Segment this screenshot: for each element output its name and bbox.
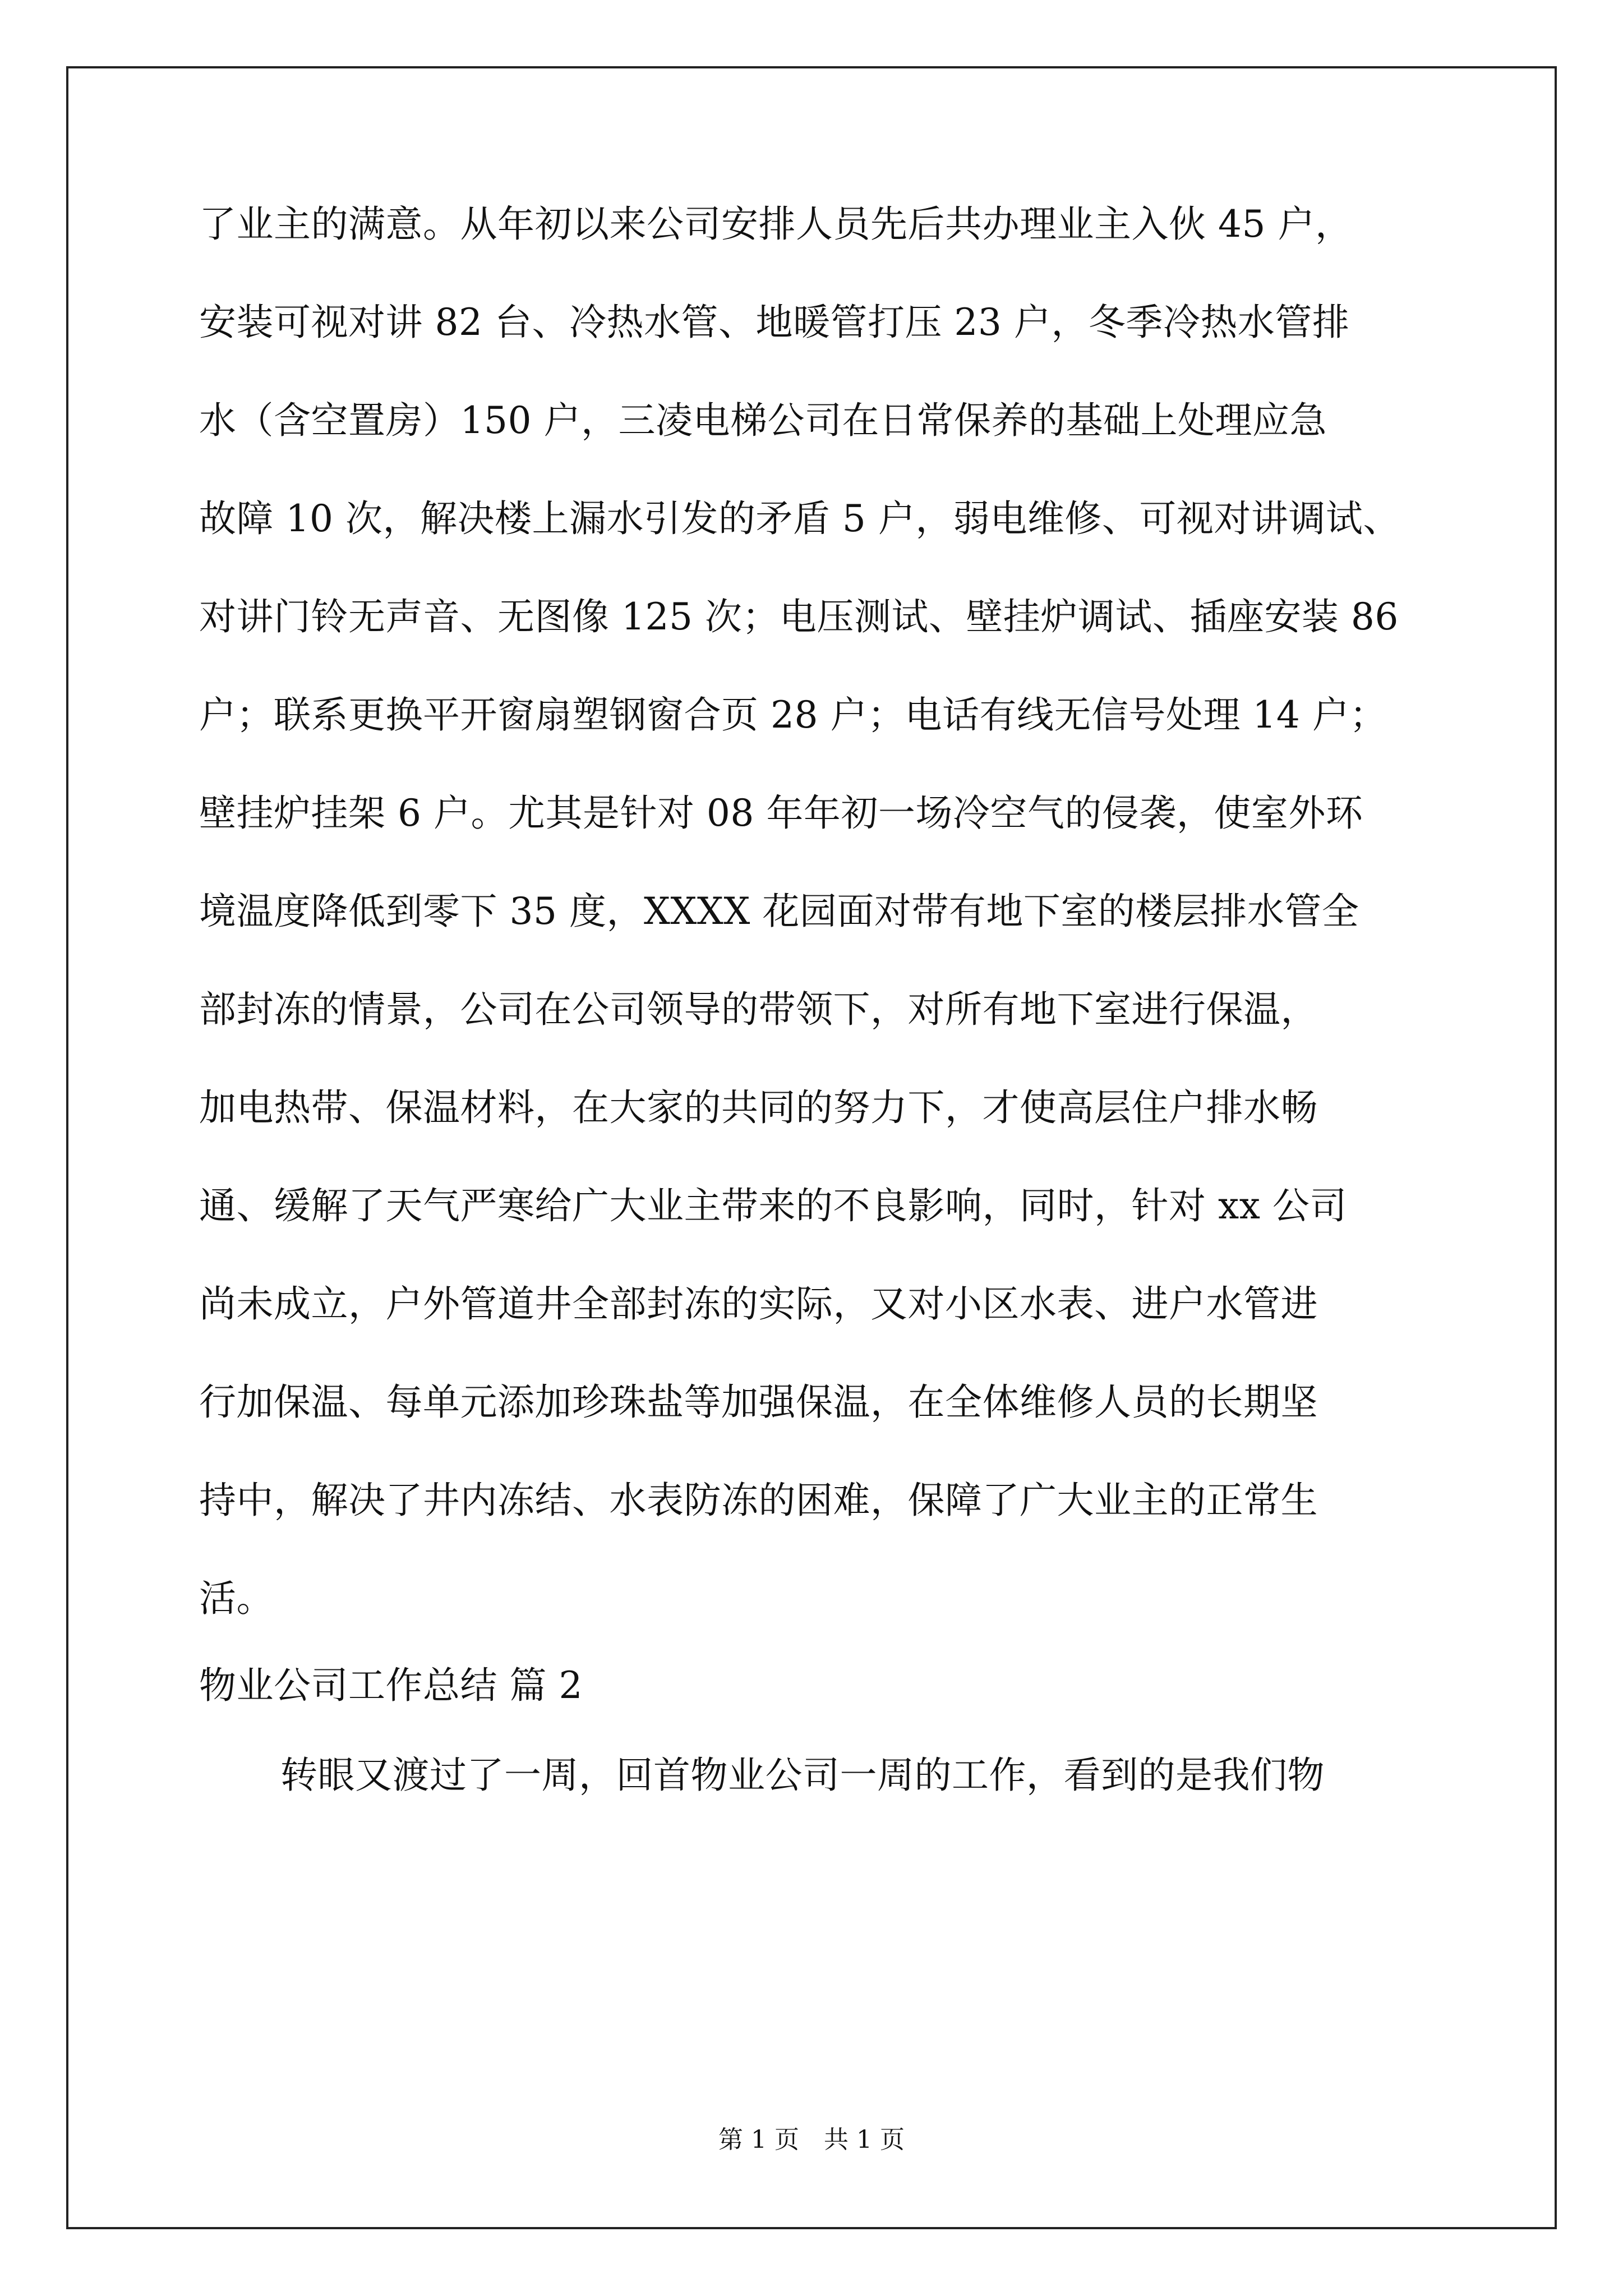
body-line-3: 水（含空置房）150 户，三凌电梯公司在日常保养的基础上处理应急 bbox=[199, 399, 1327, 442]
body-line-9: 部封冻的情景，公司在公司领导的带领下，对所有地下室进行保温， bbox=[199, 988, 1318, 1031]
body-line-5: 对讲门铃无声音、无图像 125 次；电压测试、壁挂炉调试、插座安装 86 bbox=[199, 595, 1399, 638]
body-line-4: 故障 10 次，解决楼上漏水引发的矛盾 5 户，弱电维修、可视对讲调试、 bbox=[199, 497, 1400, 540]
paragraph-2-first-line: 转眼又渡过了一周，回首物业公司一周的工作，看到的是我们物 bbox=[280, 1754, 1325, 1797]
body-line-6: 户；联系更换平开窗扇塑钢窗合页 28 户；电话有线无信号处理 14 户； bbox=[199, 693, 1387, 737]
body-line-14: 持中，解决了井内冻结、水表防冻的困难，保障了广大业主的正常生 bbox=[199, 1479, 1318, 1522]
body-line-12: 尚未成立，户外管道井全部封冻的实际，又对小区水表、进户水管进 bbox=[199, 1282, 1318, 1326]
body-line-13: 行加保温、每单元添加珍珠盐等加强保温，在全体维修人员的长期坚 bbox=[199, 1381, 1318, 1424]
body-line-1: 了业主的满意。从年初以来公司安排人员先后共办理业主入伙 45 户， bbox=[199, 203, 1353, 246]
body-line-10: 加电热带、保温材料，在大家的共同的努力下，才使高层住户排水畅 bbox=[199, 1086, 1318, 1129]
body-line-8: 境温度降低到零下 35 度，XXXX 花园面对带有地下室的楼层排水管全 bbox=[199, 890, 1359, 933]
body-line-15: 活。 bbox=[199, 1577, 274, 1620]
section-heading: 物业公司工作总结 篇 2 bbox=[199, 1664, 583, 1707]
page-number-footer: 第 1 页 共 1 页 bbox=[718, 2125, 905, 2154]
body-line-7: 壁挂炉挂架 6 户。尤其是针对 08 年年初一场冷空气的侵袭，使室外环 bbox=[199, 792, 1363, 835]
body-line-11: 通、缓解了天气严寒给广大业主带来的不良影响，同时，针对 xx 公司 bbox=[199, 1184, 1347, 1227]
body-line-2: 安装可视对讲 82 台、冷热水管、地暖管打压 23 户，冬季冷热水管排 bbox=[199, 301, 1350, 344]
